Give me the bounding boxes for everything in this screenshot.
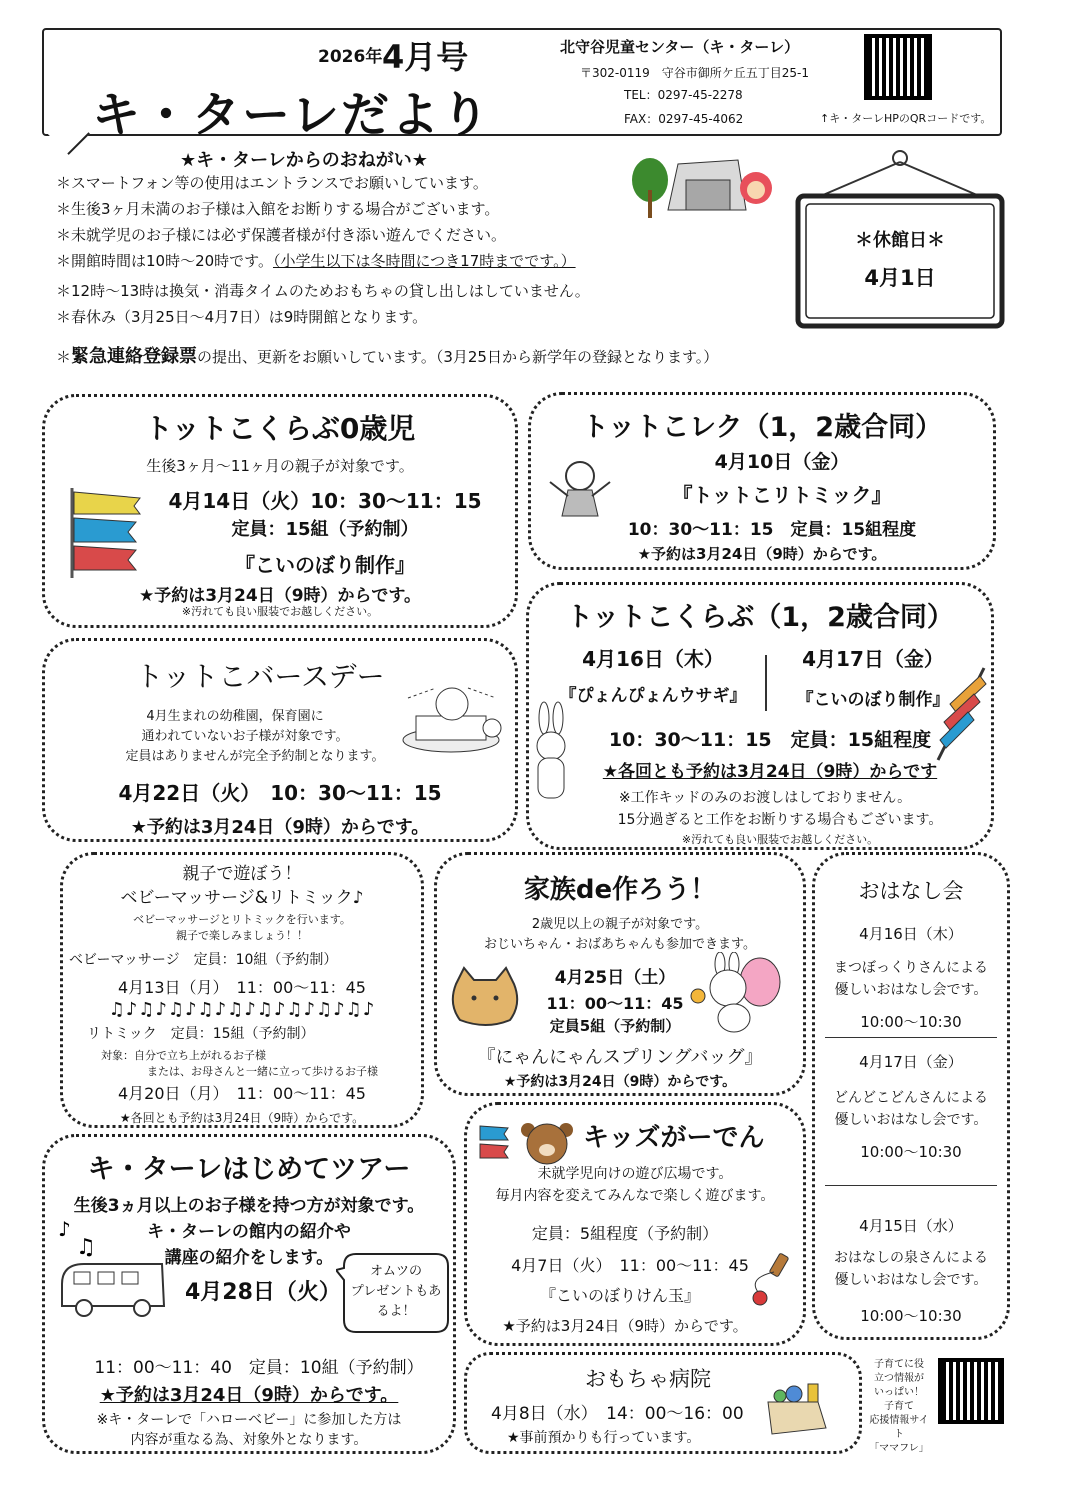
session-desc: どんどこどんさんによる [834,1090,988,1106]
issue-year: 2026年 [318,47,383,67]
desc-line: 講座の紹介をします。 [164,1248,334,1268]
section-title: トットこくらぶ0歳児 [144,412,416,445]
bear-koinobori-icon [476,1112,580,1168]
event-activity: 『にゃんにゃんスプリングバッグ』 [477,1047,763,1068]
baby-massage-box [60,852,424,1128]
event-date-1: 4月16日（木） [582,647,724,671]
reservation-note: ★予約は3月24日（9時）からです。 [503,1074,737,1090]
event-capacity: 定員：15組（予約制） [231,519,419,540]
desc-line: 生後3ヵ月以上のお子様を持つ方が対象です。 [73,1196,425,1216]
desc-line: 未就学児向けの遊び広場です。 [537,1166,733,1182]
center-name: 北守谷児童センター（キ・ターレ） [560,38,800,56]
desc-line: 4月生まれの幼稚園，保育園に [146,709,324,724]
request-item: ＊開館時間は10時～20時です。（小学生以下は冬時間につき17時までです。） [56,252,576,270]
session-date: 4月16日（木） [859,925,963,943]
closed-day-date: 4月1日 [864,266,936,290]
event-capacity: 定員：5組程度（予約制） [531,1224,719,1243]
section-title: キ・ターレはじめてツアー [87,1154,411,1185]
request-item: ＊スマートフォン等の使用はエントランスでお願いしています。 [56,174,488,192]
target-text: 生後3ヶ月～11ヶ月の親子が対象です。 [146,457,414,475]
desc-line: 定員はありませんが完全予約制となります。 [125,749,385,764]
clothing-note: ※汚れても良い服装でお越しください。 [681,833,879,846]
event-activity: 『こいのぼりけん玉』 [539,1286,700,1305]
section-title: おもちゃ病院 [585,1367,711,1391]
cat-icon [446,964,524,1030]
request-item: ＊12時～13時は換気・消毒タイムのためおもちゃの貸し出しはしていません。 [56,282,590,300]
mamafure-qr-code-icon[interactable] [938,1358,1004,1424]
session-time: 10:00～10:30 [860,1307,962,1325]
massage-label: ベビーマッサージ 定員：10組（予約制） [69,952,338,968]
mamafure-text: 子育てに役 立つ情報が いっぱい！ 子育て 応援情報サイト 「ママフレ」 [869,1359,929,1454]
kit-note: ※工作キッドのみのお渡しはしておりません。 [618,790,912,806]
exclusion-note: ※キ・ターレで「ハローベビー」に参加した方は [96,1412,402,1428]
desc-line: 2歳児以上の親子が対象です。 [531,917,709,932]
target-line: または、お母さんと一緒に立って歩けるお子様 [147,1065,378,1078]
rhythmic-label: リトミック 定員：15組（予約制） [87,1026,315,1042]
session-desc: おはなしの泉さんによる [834,1250,988,1266]
session-date: 4月15日（水） [859,1217,963,1235]
exclusion-note: 内容が重なる為、対象外となります。 [130,1432,368,1448]
birthday-cake-animals-icon [396,682,506,760]
rabbit-icon [528,700,574,804]
section-title: トットこくらぶ（1，2歳合同） [566,602,954,633]
reservation-note: ★各回とも予約は3月24日（9時）からです。 [119,1111,365,1125]
svg-text:♪: ♪ [58,1217,71,1241]
bunny-fairy-icon [686,952,782,1036]
qr-caption: ↑キ・ターレHPのQRコードです。 [820,112,992,125]
reservation-note: ★各回とも予約は3月24日（9時）からです [602,762,938,782]
event-datetime: 4月14日（火）10：30～11：15 [168,489,482,513]
requests-list [56,170,590,330]
requests-title: ★キ・ターレからのおねがい★ [180,150,428,171]
center-address: 〒302-0119 守谷市御所ケ丘五丁目25-1 [580,66,810,80]
session-date: 4月17日（金） [859,1053,963,1071]
desc-line: おじいちゃん・おばあちゃんも参加できます。 [484,937,756,952]
rhythmic-date: 4月20日（月） 11：00～11：45 [118,1084,366,1103]
event-activity: 『トットこリトミック』 [672,483,892,507]
massage-date: 4月13日（月） 11：00～11：45 [118,978,366,997]
session-desc: 優しいおはなし会です。 [834,982,988,998]
reservation-note: ★予約は3月24日（9時）からです。 [138,586,422,606]
event-time-capacity: 11：00～11：40 定員：10組（予約制） [94,1358,424,1378]
event-datetime: 4月8日（水） 14：00～16：00 [491,1404,744,1424]
kendama-icon [744,1252,796,1312]
session-time: 10:00～10:30 [860,1143,962,1161]
section-title: 家族de作ろう！ [523,875,717,905]
reservation-note: ★予約は3月24日（9時）からです。 [637,545,887,563]
desc-line: キ・ターレの館内の紹介や [147,1222,351,1242]
event-date: 4月25日（土） [554,968,676,988]
hours-note: （小学生以下は冬時間につき17時までです。） [272,252,576,270]
session-time: 10:00～10:30 [860,1013,962,1031]
event-datetime: 4月22日（火） 10：30～11：15 [118,781,442,805]
closed-day-label: ＊休館日＊ [855,230,945,251]
section-title: トットこバースデー [135,660,385,693]
event-activity-2: 『こいのぼり制作』 [796,690,950,710]
event-capacity: 定員5組（予約制） [549,1017,681,1035]
session-desc: まつぼっくりさんによる [834,960,988,976]
building-illustration-icon [628,150,778,222]
event-date: 4月10日（金） [714,451,850,473]
tottoko-club-12-box [526,582,994,850]
issue-month: 4月号 [382,38,469,76]
section-title: キッズがーでん [583,1123,765,1153]
session-desc: 優しいおはなし会です。 [834,1112,988,1128]
column-divider [765,655,767,711]
session-divider [825,1185,997,1186]
story-time-box [812,852,1010,1340]
koinobori-pole-icon [930,664,994,764]
reservation-note: ★予約は3月24日（9時）からです。 [502,1317,748,1335]
event-activity: 『こいのぼり制作』 [235,553,415,577]
section-title: トットこレク（1，2歳合同） [581,412,943,443]
desc-line: ベビーマッサージとリトミックを行います。 [133,913,351,926]
desc-line: 親子で楽しみましょう！！ [176,929,308,942]
request-item: ＊未就学児のお子様には必ず保護者様が付き添い遊んでください。 [56,226,507,244]
hp-qr-code-icon[interactable] [864,34,932,100]
late-note: 15分過ぎると工作をお断りする場合もございます。 [617,812,943,828]
center-tel: TEL：0297-45-2278 [624,88,743,102]
svg-text:♫: ♫ [76,1235,96,1260]
desc-line: 毎月内容を変えてみんなで楽しく遊びます。 [495,1188,775,1204]
request-item: ＊生後3ヶ月未満のお子様は入館をお断りする場合がございます。 [56,200,500,218]
event-datetime: 4月7日（火） 11：00～11：45 [511,1256,749,1275]
session-desc: 優しいおはなし会です。 [834,1272,988,1288]
event-date-2: 4月17日（金） [802,647,944,671]
koinobori-icon [64,484,146,580]
drop-off-note: ★事前預かりも行っています。 [507,1430,701,1446]
request-item: ＊春休み（3月25日～4月7日）は9時開館となります。 [56,308,428,326]
section-title: おはなし会 [858,879,964,903]
event-activity-1: 『ぴょんぴょんウサギ』 [559,686,747,706]
event-date: 4月28日（火） [185,1280,341,1305]
music-notes-divider: ♫♪♫♪♫♪♫♪♫♪♫♪♫♪♫♪♫♪ [108,999,376,1020]
reservation-note: ★予約は3月24日（9時）からです。 [99,1385,399,1406]
section-title-2: ベビーマッサージ&リトミック♪ [120,888,364,908]
bus-music-icon [54,1214,172,1320]
emergency-form-name: 緊急連絡登録票 [71,346,198,367]
emergency-line: ＊緊急連絡登録票の提出、更新をお願いしています。（3月25日から新学年の登録となります。） [56,346,719,367]
target-line: 対象：自分で立ち上がれるお子様 [101,1049,266,1062]
desc-line: 通われていないお子様が対象です。 [141,729,349,744]
clothing-note: ※汚れても良い服装でお越しください。 [181,605,379,618]
toy-box-icon [762,1380,836,1436]
center-fax: FAX：0297-45-4062 [624,112,744,126]
event-time-capacity: 10：30～11：15 定員：15組程度 [608,729,932,751]
newsletter-title: キ・ターレだより [92,87,492,143]
session-divider [825,1037,997,1038]
jumping-child-icon [544,456,616,532]
reservation-note: ★予約は3月24日（9時）からです。 [130,817,430,838]
omutsu-present-bubble: オムツの プレゼントもあ るよ！ [350,1264,442,1319]
section-title-1: 親子で遊ぼう！ [182,864,302,884]
event-time-capacity: 10：30～11：15 定員：15組程度 [627,520,917,540]
event-time: 11：00～11：45 [546,994,684,1013]
